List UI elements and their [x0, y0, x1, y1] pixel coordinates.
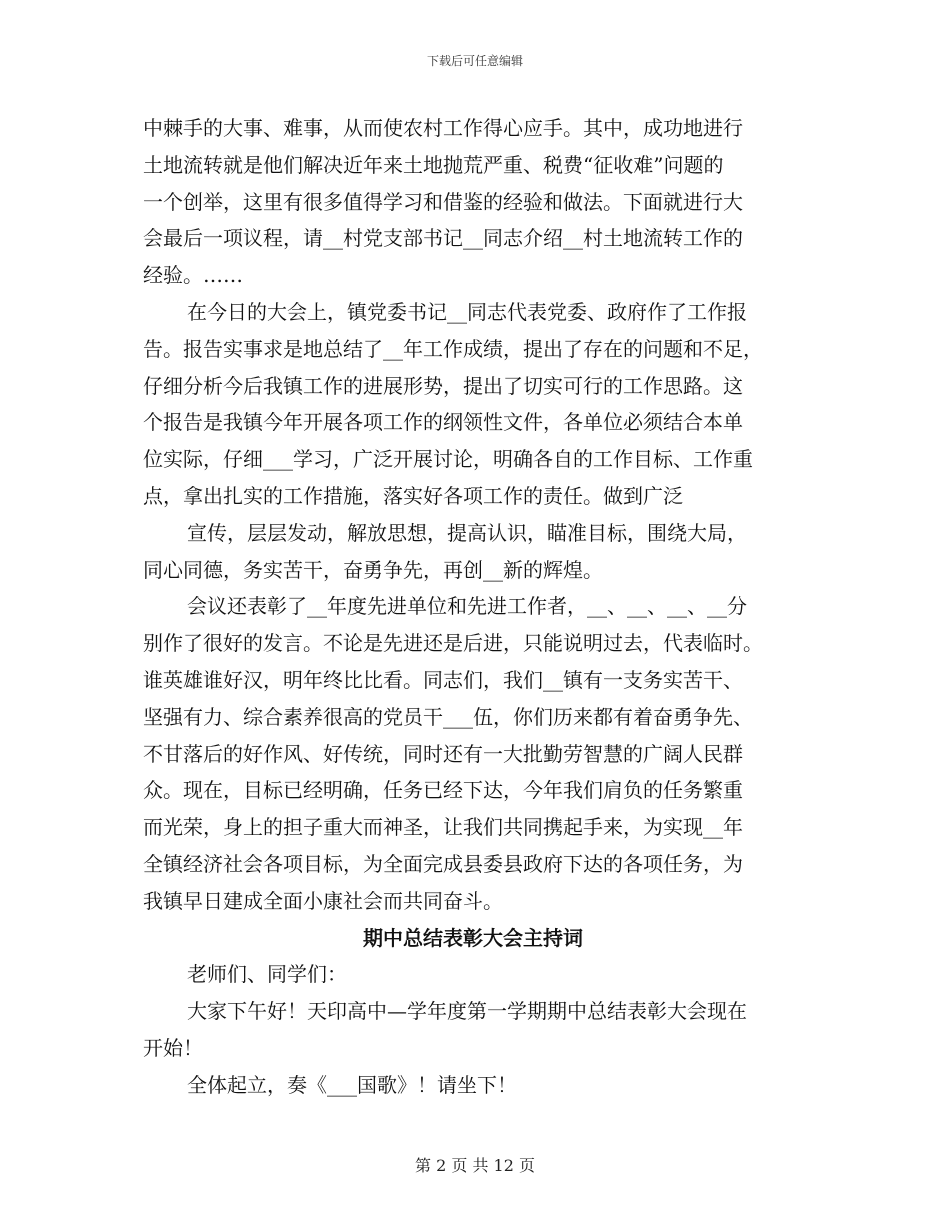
text-line: 宣传，层层发动，解放思想，提高认识，瞄准目标，围绕大局，: [187, 520, 747, 545]
paragraph: [143, 588, 803, 919]
text-line: 位实际，仔细___学习，广泛开展讨论，明确各自的工作目标、工作重: [143, 447, 753, 472]
text-line: 会最后一项议程，请__村党支部书记__同志介绍__村土地流转工作的: [143, 226, 743, 251]
page-footer: 第 2 页 共 12 页: [415, 1156, 535, 1175]
paragraph: [143, 515, 803, 589]
text-line: 开始！: [143, 1035, 203, 1060]
text-line: 众。现在，目标已经明确，任务已经下达，今年我们肩负的任务繁重: [143, 778, 743, 803]
page-header: 下载后可任意编辑: [426, 54, 523, 68]
text-line: 土地流转就是他们解决近年来土地抛荒严重、税费“征收难”问题的: [143, 152, 724, 177]
text-line: 同心同德，务实苦干，奋勇争先，再创__新的辉煌。: [143, 557, 603, 582]
text-line: 全体起立，奏《___国歌》！请坐下！: [187, 1072, 517, 1097]
text-line: 别作了很好的发言。不论是先进还是后进，只能说明过去，代表临时。: [143, 631, 763, 656]
text-line: 经验。……: [143, 263, 243, 288]
text-line: 不甘落后的好作风、好传统，同时还有一大批勤劳智慧的广阔人民群: [143, 741, 743, 766]
text-line: 在今日的大会上，镇党委书记__同志代表党委、政府作了工作报: [187, 299, 747, 324]
section-title: 期中总结表彰大会主持词: [363, 925, 583, 950]
text-line: 个报告是我镇今年开展各项工作的纲领性文件，各单位必须结合本单: [143, 410, 743, 435]
paragraph: [143, 1067, 803, 1104]
text-line: 谁英雄谁好汉，明年终比比看。同志们，我们__镇有一支务实苦干、: [143, 667, 743, 692]
paragraph: [143, 993, 803, 1067]
text-line: 我镇早日建成全面小康社会而共同奋斗。: [143, 888, 503, 913]
paragraph: [143, 110, 803, 294]
text-line: 而光荣，身上的担子重大而神圣，让我们共同携起手来，为实现__年: [143, 815, 743, 840]
text-line: 会议还表彰了__年度先进单位和先进工作者，__、__、__、__分: [187, 594, 747, 619]
text-line: 大家下午好！天印高中—学年度第一学期期中总结表彰大会现在: [187, 999, 747, 1024]
document-body: [143, 110, 803, 1104]
text-line: 全镇经济社会各项目标，为全面完成县委县政府下达的各项任务，为: [143, 851, 743, 876]
text-line: 一个创举，这里有很多值得学习和借鉴的经验和做法。下面就进行大: [143, 189, 743, 214]
text-line: 中棘手的大事、难事，从而使农村工作得心应手。其中，成功地进行: [143, 116, 743, 140]
text-line: 告。报告实事求是地总结了__年工作成绩，提出了存在的问题和不足，: [143, 336, 763, 361]
text-line: 点，拿出扎实的工作措施，落实好各项工作的责任。做到广泛: [143, 483, 683, 508]
text-line: 坚强有力、综合素养很高的党员干___伍，你们历来都有着奋勇争先、: [143, 704, 753, 729]
text-line: 仔细分析今后我镇工作的进展形势，提出了切实可行的工作思路。这: [143, 373, 743, 398]
text-line: 老师们、同学们：: [187, 962, 347, 987]
paragraph: [143, 956, 803, 993]
paragraph: [143, 294, 803, 515]
